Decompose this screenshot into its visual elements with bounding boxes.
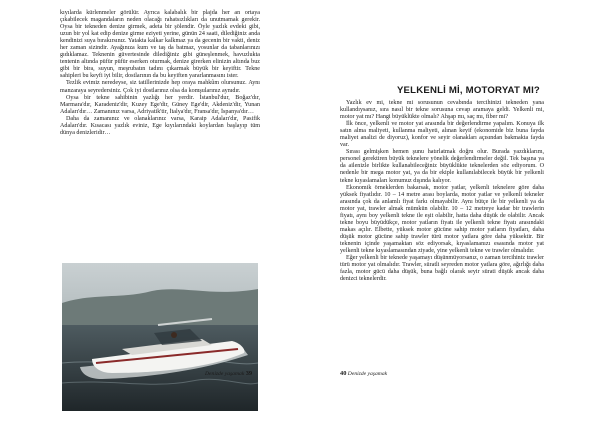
- left-paragraph-1: kıyılarda kürlenmeler görülür. Ayrıca kalabalık bir plajda her an ortaya çıkabilecek magandaların neden olacağı rahatsızlıkları da unutmamak gerekir. Oysa bir tekneden denize girmek, adeta bir şölendir. Öyle yazlık evdeki gibi, uzun bir yol kat edip denize girme eziyeti yerine, günün 24 saati, dilediğiniz anda kendinizi suya bırakırsınız. Yatakta kalkar kalkmaz ya da gecenin bir vakti, deniz her zaman sizindir. Ayağınıza kum ve taş da batmaz, yosunlar da tabanlarınızı gıdıklamaz. Teknenin güvertesinde dilediğiniz gibi güneşlenmek, havuzlukta tentenin altında püfür püfür eserken oturmak, denize girerken elinizin altında buz gibi bir bira, suyun, meşrubatın tadını çıkarmak büyük bir keyiftir. Tekne sahipleri bu keyfi iyi bilir, dostlarının da bu keyiften yararlanmasını ister.: [60, 10, 260, 80]
- right-paragraph-4: Ekonomik örneklerden bakarsak, motor yatlar, yelkenli teknelere göre daha yüksek fiyatlıdır. 10 – 14 metre arası boylarda, motor yatlar ve yelkenli tekneler arasında çok da anlamlı fiyat farkı olmayabilir. Aynı bütçe ile bir yelkenli ya da motor yat, trawler almak mümkün olabilir. 10 – 12 metreye kadar bir trawlerin fiyatı, aynı boy yelkenli tekne ile eşit olabilir, hatta daha düşük de olabilir. Ancak tekne boyu büyüdükçe, motor yatların fiyatı ile yelkenli tekne fiyatı arasındaki makas açılır. Elbette, yüksek motor gücüne sahip motor yatların fiyatları, daha düşük motor gücüne sahip trawler türü motor yatlara göre daha yüksektir. Bir teknenin içinde yaşamaktan söz ediyorsak, kıyaslamanızı esasında motor yat yelkenli tekne kıyaslamasından ziyade, yine yelkenli tekne ve trawler olmalıdır.: [340, 184, 544, 254]
- right-paragraph-5: Eğer yelkenli bir teknede yaşamayı düşünmüyorsanız, o zaman tercihiniz trawler türü motor yat olmalıdır. Trawler, süratli seyreden motor yatlara göre, ağırlığı daha fazla, motor gücü daha düşük, buna bağlı olarak seyir sürati düşük ancak daha denizci teknelerdir.: [340, 255, 544, 283]
- left-paragraph-4: Daha da zamanınız ve olanaklarınız varsa, Karaip Adaları'dır, Pasifik Adaları'dır. Kısacası yazlık eviniz, Ege kıyılarındaki koylardan başlayıp tüm dünya denizleridir…: [60, 115, 260, 136]
- motorboat-photo: [62, 263, 258, 411]
- left-running-title: Denizde yaşamak: [205, 371, 245, 377]
- passenger: [171, 332, 177, 338]
- left-paragraph-3: Oysa bir tekne sahibinin yazlığı her yerdir. İstanbul'dur, Boğaz'dır, Marmara'dır, Karadeniz'dir, Kuzey Ege'dir, Güney Ege'dir, Akdeniz'dir, Yunan Adaları'dır… Zamanınız varsa, Adriyatik'tir, İtalya'dır, Fransa'dır, İspanya'dır…: [60, 94, 260, 115]
- right-page: [300, 0, 600, 427]
- right-paragraph-2: İlk önce, yelkenli ve motor yat arasında bir değerlendirme yapalım. Konuya ilk satın alma maliyeti, kullanma maliyeti, alınan keyif (ekonomide biz buna fayda maliyet analizi de diyoruz), konfor ve seyir olanakları açısından bakmakta fayda var.: [340, 121, 544, 149]
- left-folio: [205, 370, 252, 377]
- left-paragraph-2: Tezlik evimiz neredeyse, siz tatillerinizde hep oraya mahkûm olursunuz. Aynı manzaraya seyredersiniz. Çok iyi dostlarınız olsa da komşularınız aynıdır.: [60, 80, 260, 94]
- right-page-number: 40: [340, 370, 347, 377]
- left-page-number: 39: [245, 370, 253, 377]
- motorboat-illustration: [62, 263, 258, 411]
- right-page-text: [340, 100, 544, 283]
- right-paragraph-3: Sırası gelmişken hemen şunu hatırlatmak doğru olur. Burada yazdıklarım, personel gerektiren büyük teknelere yönelik değerlendirmeler değil. Tek başına ya da ailenizle birlikte kullanabileceğiniz büyüklükte teknelerden söz ediyorum. O nedenle bir mega motor yat, ya da bir ekiple kullanılabilecek büyük bir yelkenli tekne kıyaslamaları konumuz dışında kalıyor.: [340, 149, 544, 184]
- chapter-heading: YELKENLİ Mİ, MOTORYAT MI?: [396, 85, 540, 96]
- left-page-text: [60, 10, 260, 137]
- right-folio: [340, 370, 387, 377]
- right-paragraph-1: Yazlık ev mi, tekne mi sorusunun cevabında tercihinizi tekneden yana kullandıysanız, sıra nasıl bir tekne sorusuna cevap aramaya geldi. Yelkenli mi, motor yat mı? Hangi büyüklükte olmalı? Ahşap mı, saç mı, fiber mi?: [340, 100, 544, 121]
- right-running-title: Denizde yaşamak: [347, 371, 388, 377]
